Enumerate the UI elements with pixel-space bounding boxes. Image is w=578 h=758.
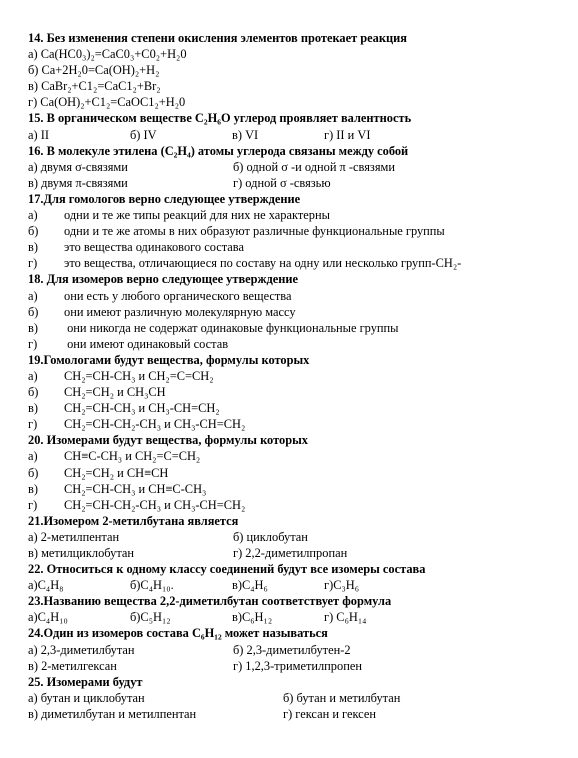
answer-option <box>28 320 568 336</box>
answer-option: г) Ca(OH)₂+C1₂=CaOC1₂+H₂0 <box>28 95 186 110</box>
answer-row <box>28 175 568 191</box>
option-text: одни и те же типы реакций для них не характерны <box>64 208 330 223</box>
question-title: 17.Для гомологов верно следующее утверждение <box>28 191 301 206</box>
answer-option: а) Ca(HC0₃)₂=CaC0₃+C0₂+H₂0 <box>28 47 187 62</box>
answer-option: в) 2-метилгексан <box>28 658 117 673</box>
answer-option: г) 2,2-диметилпропан <box>233 546 348 560</box>
answer-option <box>28 304 568 320</box>
answer-option <box>28 400 568 416</box>
option-text: CH₂=CH-CH₂-CH₃ и CH₃-CH=CH₂ <box>64 417 246 432</box>
answer-option: в) двумя π-связями <box>28 175 128 190</box>
answer-option: в) диметилбутан и метилпентан <box>28 706 197 721</box>
answer-option: а) двумя σ-связями <box>28 159 128 174</box>
option-text: они имеют одинаковый состав <box>64 336 229 351</box>
answer-option: б)C₅H₁₂ <box>130 610 171 625</box>
answer-row <box>28 642 568 658</box>
question-title: 25. Изомерами будут <box>28 674 143 689</box>
answer-option <box>28 448 568 464</box>
answer-option <box>28 207 568 223</box>
answer-option <box>28 288 568 304</box>
answer-option: б) одной σ -и одной π -связями <box>233 159 395 174</box>
question-title: 21.Изомером 2-метилбутана является <box>28 513 239 528</box>
option-marker: б) <box>28 385 39 400</box>
question-block-q17 <box>28 191 568 271</box>
answer-option: г) II и VI <box>324 127 371 142</box>
question-block-q25 <box>28 674 568 722</box>
option-marker: г) <box>28 497 38 512</box>
answer-option: в) CaBr₂+C1₂=CaC1₂+Br₂ <box>28 79 161 94</box>
option-text: CH₂=CH-CH₃ и CH₂=C=CH₂ <box>64 368 214 383</box>
option-text: CH₂=CH₂ и CH₃CH <box>64 385 166 400</box>
question-block-q19 <box>28 352 568 432</box>
answer-option: в)C₄H₆ <box>232 578 268 593</box>
question-block-q22 <box>28 561 568 593</box>
option-text: это вещества одинакового состава <box>64 240 244 255</box>
question-title: 16. В молекуле этилена (C₂H₄) атомы углерода связаны между собой <box>28 143 409 158</box>
option-text: они никогда не содержат одинаковые функциональные группы <box>64 320 399 335</box>
answer-row <box>28 577 568 593</box>
question-title: 14. Без изменения степени окисления элементов протекает реакция <box>28 31 408 45</box>
answer-option <box>28 481 568 497</box>
answer-option: а) 2-метилпентан <box>28 529 120 544</box>
answer-option: в)C₆H₁₂ <box>232 610 273 625</box>
answer-option <box>28 416 568 432</box>
answer-row <box>28 529 568 545</box>
question-block-q18 <box>28 271 568 351</box>
answer-option: а) 2,3-диметилбутан <box>28 642 135 657</box>
answer-option <box>28 465 568 481</box>
option-text: они имеют различную молекулярную массу <box>64 304 296 319</box>
answer-option <box>28 384 568 400</box>
option-marker: а) <box>28 208 38 223</box>
option-marker: а) <box>28 288 38 303</box>
option-text: они есть у любого органического вещества <box>64 288 292 303</box>
answer-option: г) гексан и гексен <box>283 706 376 721</box>
answer-row <box>28 706 568 722</box>
option-marker: г) <box>28 256 38 271</box>
answer-option <box>28 368 568 384</box>
answer-row <box>28 690 568 706</box>
question-block-q21 <box>28 513 568 561</box>
option-marker: г) <box>28 417 38 432</box>
answer-option: б) 2,3-диметилбутен-2 <box>233 642 351 657</box>
question-block-q16 <box>28 143 568 191</box>
test-page <box>28 30 568 722</box>
option-marker: б) <box>28 304 39 319</box>
option-marker: в) <box>28 320 38 335</box>
answer-row <box>28 658 568 674</box>
question-block-q15 <box>28 110 568 142</box>
option-text: CH₂=CH-CH₃ и CH₃-CH=CH₂ <box>64 401 220 416</box>
answer-option: а)C₄H₈ <box>28 578 64 593</box>
answer-option <box>28 223 568 239</box>
answer-option: б) бутан и метилбутан <box>283 690 401 705</box>
option-text: CH₂=CH-CH₃ и CH≡C-CH₃ <box>64 481 207 496</box>
answer-option: а) II <box>28 127 49 142</box>
answer-row <box>28 609 568 625</box>
option-marker: в) <box>28 240 38 255</box>
question-title: 22. Относиться к одному классу соединений будут все изомеры состава <box>28 562 426 577</box>
answer-option: а) бутан и циклобутан <box>28 690 145 705</box>
question-title: 20. Изомерами будут вещества, формулы которых <box>28 433 308 448</box>
question-block-q24 <box>28 625 568 673</box>
question-title: 19.Гомологами будут вещества, формулы которых <box>28 352 310 367</box>
answer-row <box>28 127 568 143</box>
question-block-q20 <box>28 432 568 512</box>
answer-option: в) метилциклобутан <box>28 546 135 560</box>
answer-row <box>28 545 568 561</box>
answer-option: б) циклобутан <box>233 529 308 544</box>
answer-option: а)C₄H₁₀ <box>28 610 68 625</box>
option-text: CH₂=CH-CH₂-CH₃ и CH₃-CH=CH₂ <box>64 497 246 512</box>
answer-option <box>28 497 568 513</box>
option-text: CH₂=CH₂ и CH≡CH <box>64 465 169 480</box>
option-text: CH≡C-CH₃ и CH₂=C=CH₂ <box>64 449 201 464</box>
option-text: одни и те же атомы в них образуют различные функциональные группы <box>64 224 445 239</box>
option-marker: г) <box>28 336 38 351</box>
question-block-q14 <box>28 30 568 110</box>
answer-option: в) VI <box>232 127 259 142</box>
answer-row <box>28 159 568 175</box>
option-text: это вещества, отличающиеся по составу на одну или несколько групп-CH₂- <box>64 256 462 271</box>
option-marker: в) <box>28 481 38 496</box>
option-marker: б) <box>28 224 39 239</box>
answer-option: б) IV <box>130 127 157 142</box>
question-title: 24.Один из изомеров состава C₆H₁₂ может называться <box>28 626 328 641</box>
answer-option: б)C₄H₁₀. <box>130 578 174 593</box>
question-title: 23.Названию вещества 2,2-диметилбутан соответствует формула <box>28 594 392 609</box>
option-marker: а) <box>28 449 38 464</box>
answer-option <box>28 336 568 352</box>
option-marker: а) <box>28 368 38 383</box>
answer-option: г)C₃H₆ <box>324 578 360 593</box>
option-marker: в) <box>28 401 38 416</box>
answer-option <box>28 255 568 271</box>
answer-option: б) Ca+2H₂0=Ca(OH)₂+H₂ <box>28 63 160 78</box>
question-title: 15. В органическом веществе C₂H₆O углерод проявляет валентность <box>28 111 412 126</box>
question-block-q23 <box>28 593 568 625</box>
answer-option <box>28 239 568 255</box>
question-title: 18. Для изомеров верно следующее утверждение <box>28 272 299 287</box>
option-marker: б) <box>28 465 39 480</box>
answer-option: г) одной σ -связью <box>233 175 331 190</box>
answer-option: г) 1,2,3-триметилпропен <box>233 658 362 673</box>
answer-option: г) C₆H₁₄ <box>324 610 367 625</box>
